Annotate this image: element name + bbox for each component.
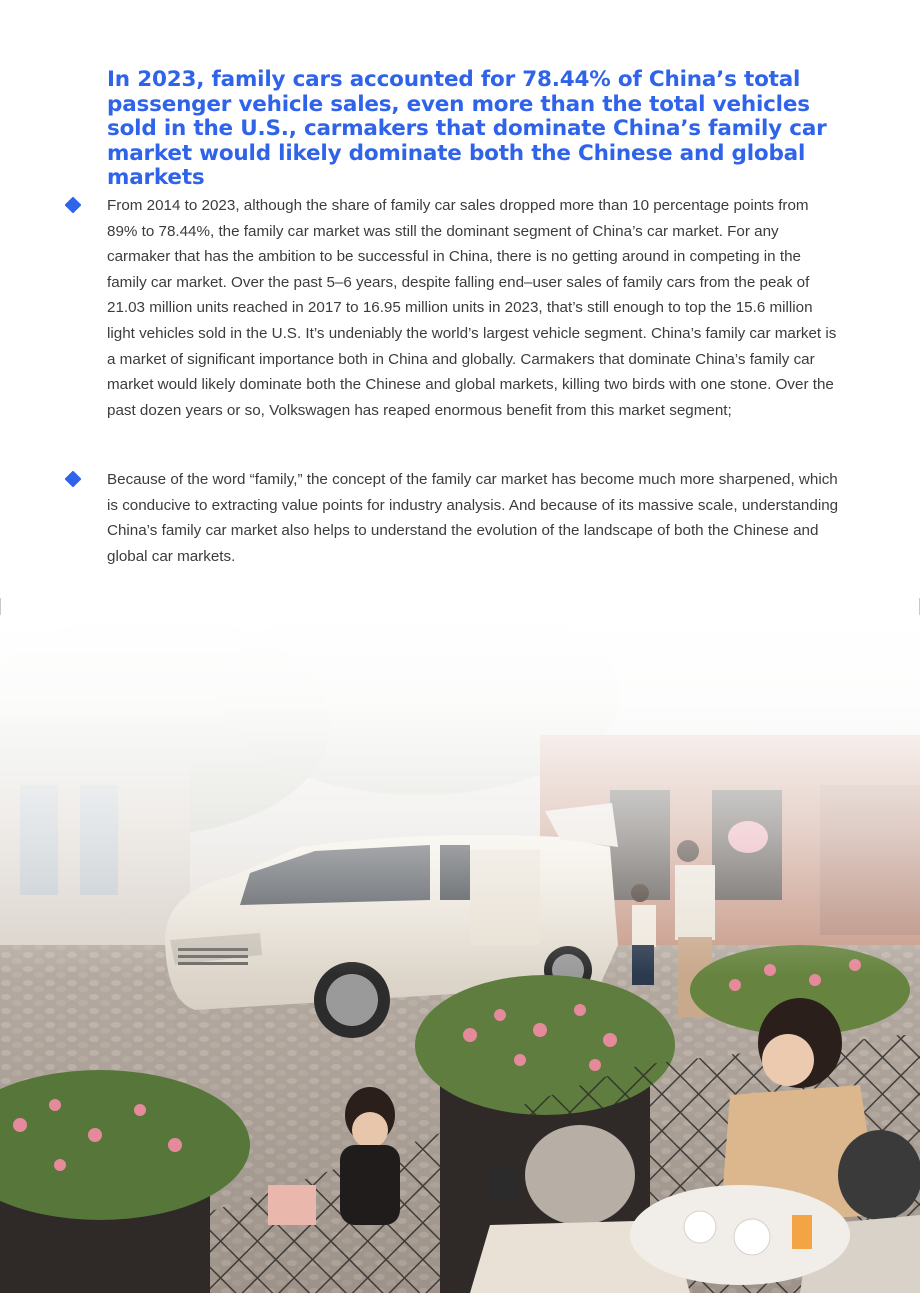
page-headline: In 2023, family cars accounted for 78.44% of China’s total passenger vehicle sales, even more than the total vehicles sold in the U.S., carmakers that dominate China’s family car market would likely dominate both the Chinese and global markets — [107, 67, 827, 190]
diamond-bullet-icon — [65, 197, 82, 214]
bullet-text: Because of the word “family,” the concept of the family car market has become much more sharpened, which is conducive to extracting value points for industry analysis. And because of its massive scale, understanding China’s family car market also helps to understand the evolution of the landscape of both the Chinese and global car markets. — [107, 471, 839, 565]
bullet-item — [107, 193, 842, 423]
bullet-item — [107, 467, 842, 569]
diamond-bullet-icon — [65, 471, 82, 488]
bullet-text: From 2014 to 2023, although the share of family car sales dropped more than 10 percentage points from 89% to 78.44%, the family car market was still the dominant segment of China’s car market. For any carmaker that has the ambition to be successful in China, there is no getting around in competing in the family car market. Over the past 5–6 years, despite falling end–user sales of family cars from the peak of 21.03 million units reached in 2017 to 16.95 million units in 2023, that’s still enough to top the 15.6 million light vehicles sold in the U.S. It’s undeniably the world’s largest vehicle segment. China’s family car market is a market of significant importance both in China and globally. Carmakers that dominate China’s family car market would likely dominate both the Chinese and global markets, killing two birds with one stone. Over the past dozen years or so, Volkswagen has reaped enormous benefit from this market segment; — [107, 197, 837, 419]
family-scene-photo — [0, 615, 920, 1293]
